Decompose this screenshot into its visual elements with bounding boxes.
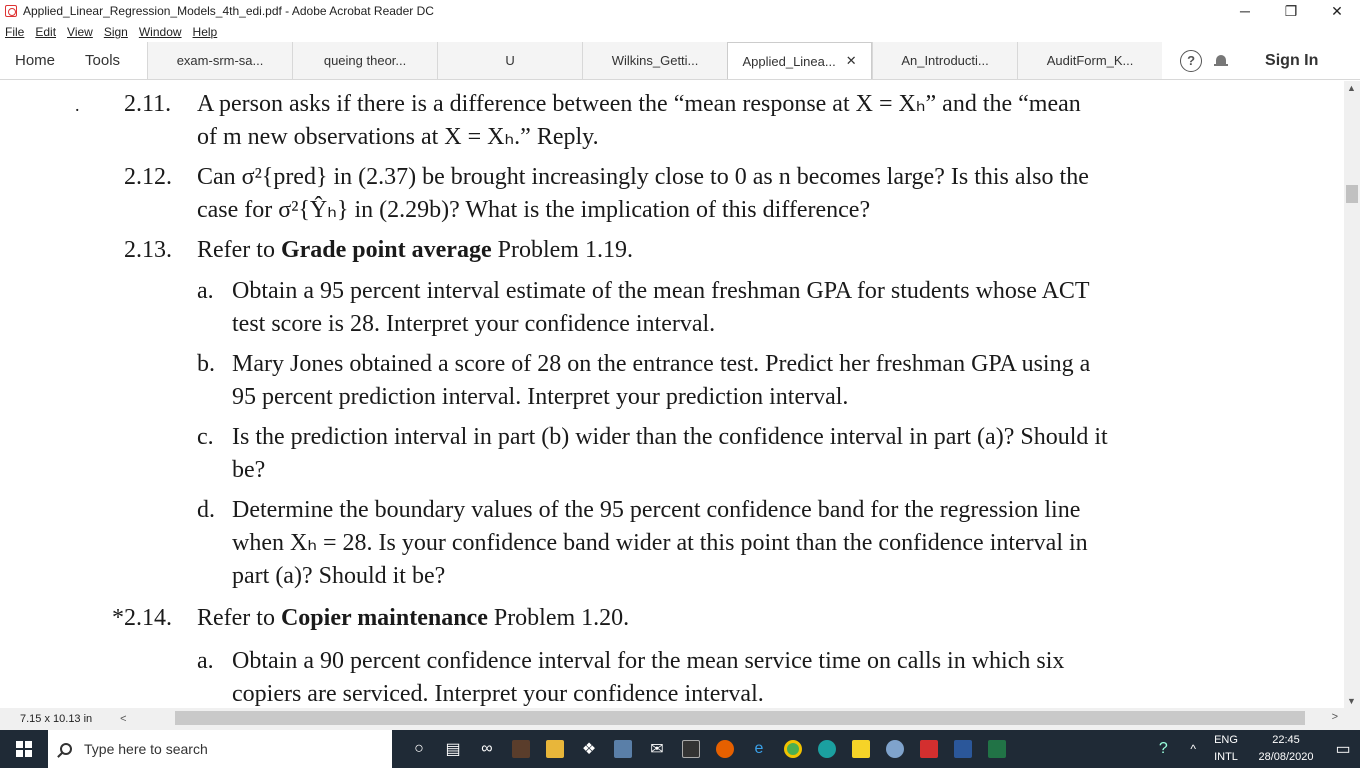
store-icon[interactable] xyxy=(606,730,640,768)
dataset-name: Copier maintenance xyxy=(280,605,488,631)
window-title: Applied_Linear_Regression_Models_4th_edi.pdf - Adobe Acrobat Reader DC xyxy=(23,4,434,18)
doc-tab[interactable] xyxy=(437,42,582,79)
part-text: Mary Jones obtained a score of 28 on the entrance test. Predict her freshman GPA using a xyxy=(232,351,1091,377)
problem-number: 2.13. xyxy=(124,237,172,263)
menu-sign[interactable]: Sign xyxy=(103,25,128,39)
scroll-right-icon[interactable]: > xyxy=(1331,711,1338,723)
doc-tab[interactable] xyxy=(1017,42,1162,79)
problem-number: 2.12. xyxy=(124,164,172,190)
camera-app-icon[interactable] xyxy=(674,730,708,768)
help-icon[interactable]: ? xyxy=(1180,50,1202,72)
doc-tab-label: exam-srm-sa... xyxy=(176,53,264,68)
menu-edit[interactable]: Edit xyxy=(35,25,57,39)
sticky-notes-icon[interactable] xyxy=(844,730,878,768)
taskbar-apps xyxy=(402,730,1014,768)
doc-tab-active[interactable] xyxy=(727,42,872,79)
language: ENG xyxy=(1214,734,1238,746)
menu-help[interactable]: Help xyxy=(192,25,218,39)
part-label: b. xyxy=(197,351,215,377)
edge-icon[interactable] xyxy=(810,730,844,768)
problem-text: Refer to Grade point average Problem 1.19. xyxy=(197,237,633,263)
tab-tools[interactable]: Tools xyxy=(85,52,121,69)
tab-home[interactable]: Home xyxy=(15,52,56,69)
mail-icon[interactable]: ✉ xyxy=(650,741,664,758)
layout: INTL xyxy=(1214,751,1238,763)
tab-bar xyxy=(0,42,1360,80)
menu-bar xyxy=(0,22,1360,42)
internet-explorer-icon[interactable]: e xyxy=(754,740,764,757)
time: 22:45 xyxy=(1272,734,1300,746)
part-label: d. xyxy=(197,497,215,523)
part-label: a. xyxy=(197,278,214,304)
scroll-up-icon[interactable]: ▲ xyxy=(1347,83,1356,93)
part-label: a. xyxy=(197,648,214,674)
doc-tab[interactable] xyxy=(147,42,292,79)
window-controls xyxy=(1222,0,1360,22)
date: 28/08/2020 xyxy=(1258,751,1314,763)
tray-expand-icon[interactable]: ^ xyxy=(1190,742,1196,756)
part-text: Is the prediction interval in part (b) wider than the confidence interval in part (a)? Should it xyxy=(232,424,1108,450)
doc-tab-label: queing theor... xyxy=(323,53,407,68)
vertical-scrollbar[interactable] xyxy=(1344,81,1360,708)
infinity-app-icon[interactable]: ∞ xyxy=(481,740,493,757)
scroll-down-icon[interactable]: ▼ xyxy=(1347,696,1356,706)
problem-text: A person asks if there is a difference between the “mean response at X = Xₕ” and the “mean xyxy=(197,91,1081,117)
file-explorer-icon[interactable] xyxy=(538,730,572,768)
task-view-icon[interactable]: ▤ xyxy=(445,741,461,758)
problem-number: 2.11. xyxy=(124,91,172,117)
part-label: c. xyxy=(197,424,214,450)
search-icon xyxy=(60,743,72,755)
part-text: part (a)? Should it be? xyxy=(232,563,446,589)
notifications-icon[interactable]: ▭ xyxy=(1335,741,1351,758)
cortana-icon[interactable]: ○ xyxy=(414,740,424,757)
r-icon[interactable] xyxy=(878,730,912,768)
word-icon[interactable] xyxy=(946,730,980,768)
margin-mark: . xyxy=(75,95,80,115)
sign-in-button[interactable]: Sign In xyxy=(1265,51,1319,69)
doc-tab-label: Wilkins_Getti... xyxy=(611,53,699,68)
problem-number: *2.14. xyxy=(112,605,172,631)
dataset-name: Grade point average xyxy=(280,237,492,263)
problem-text: Can σ²{pred} in (2.37) be brought increasingly close to 0 as n becomes large? Is this also the xyxy=(197,164,1089,190)
document-page[interactable] xyxy=(0,81,1344,708)
part-text: 95 percent prediction interval. Interpret your prediction interval. xyxy=(232,384,849,410)
tab-bar-right xyxy=(1180,42,1318,79)
doc-tab-label: An_Introducti... xyxy=(901,53,989,68)
tex-icon[interactable] xyxy=(504,730,538,768)
part-text: Obtain a 90 percent confidence interval for the mean service time on calls in which six xyxy=(232,648,1065,674)
scroll-left-icon[interactable]: < xyxy=(120,713,127,725)
menu-file[interactable]: File xyxy=(5,25,25,39)
menu-view[interactable]: View xyxy=(67,25,93,39)
start-button[interactable] xyxy=(0,730,48,768)
acrobat-taskbar-icon[interactable] xyxy=(912,730,946,768)
tab-close-icon[interactable]: ✕ xyxy=(845,53,857,68)
clock[interactable] xyxy=(1246,732,1326,766)
problem-text: of m new observations at X = Xₕ.” Reply. xyxy=(197,124,599,150)
excel-icon[interactable] xyxy=(980,730,1014,768)
chrome-icon[interactable] xyxy=(776,730,810,768)
search-placeholder: Type here to search xyxy=(84,741,208,757)
acrobat-icon xyxy=(5,5,17,17)
restore-button[interactable]: ❐ xyxy=(1284,2,1298,19)
help-tray-icon[interactable]: ? xyxy=(1158,740,1168,757)
part-text: copiers are serviced. Interpret your confidence interval. xyxy=(232,681,764,707)
title-bar xyxy=(0,0,1360,22)
part-text: Obtain a 95 percent interval estimate of the mean freshman GPA for students whose ACT xyxy=(232,278,1090,304)
status-bar xyxy=(0,708,1360,730)
part-text: be? xyxy=(232,457,266,483)
taskbar-search[interactable] xyxy=(48,730,392,768)
part-text: when Xₕ = 28. Is your confidence band wider at this point than the confidence interval in xyxy=(232,530,1088,556)
doc-tab[interactable] xyxy=(872,42,1017,79)
part-text: Determine the boundary values of the 95 percent confidence band for the regression line xyxy=(232,497,1081,523)
notification-bell-icon[interactable] xyxy=(1214,53,1228,69)
dropbox-icon[interactable]: ❖ xyxy=(581,741,597,758)
language-indicator[interactable] xyxy=(1206,732,1246,766)
doc-tab-label: U xyxy=(505,53,515,68)
doc-tab[interactable] xyxy=(292,42,437,79)
horizontal-scroll-thumb[interactable] xyxy=(175,711,1305,725)
doc-tab-label: AuditForm_K... xyxy=(1046,53,1134,68)
scroll-thumb[interactable] xyxy=(1346,185,1358,203)
doc-tab-label: Applied_Linea... xyxy=(742,53,836,69)
system-tray xyxy=(1146,730,1360,768)
doc-tab[interactable] xyxy=(582,42,727,79)
menu-window[interactable]: Window xyxy=(138,25,182,39)
part-text: test score is 28. Interpret your confidence interval. xyxy=(232,311,716,337)
problem-text: case for σ²{Ŷₕ} in (2.29b)? What is the implication of this difference? xyxy=(197,197,871,223)
firefox-icon[interactable] xyxy=(708,730,742,768)
page-size: 7.15 x 10.13 in xyxy=(20,713,93,725)
minimize-button[interactable]: ─ xyxy=(1240,3,1250,19)
close-button[interactable]: ✕ xyxy=(1331,2,1343,19)
windows-icon xyxy=(16,741,32,757)
taskbar xyxy=(0,730,1360,768)
problem-text: Refer to Copier maintenance Problem 1.20. xyxy=(197,605,630,631)
